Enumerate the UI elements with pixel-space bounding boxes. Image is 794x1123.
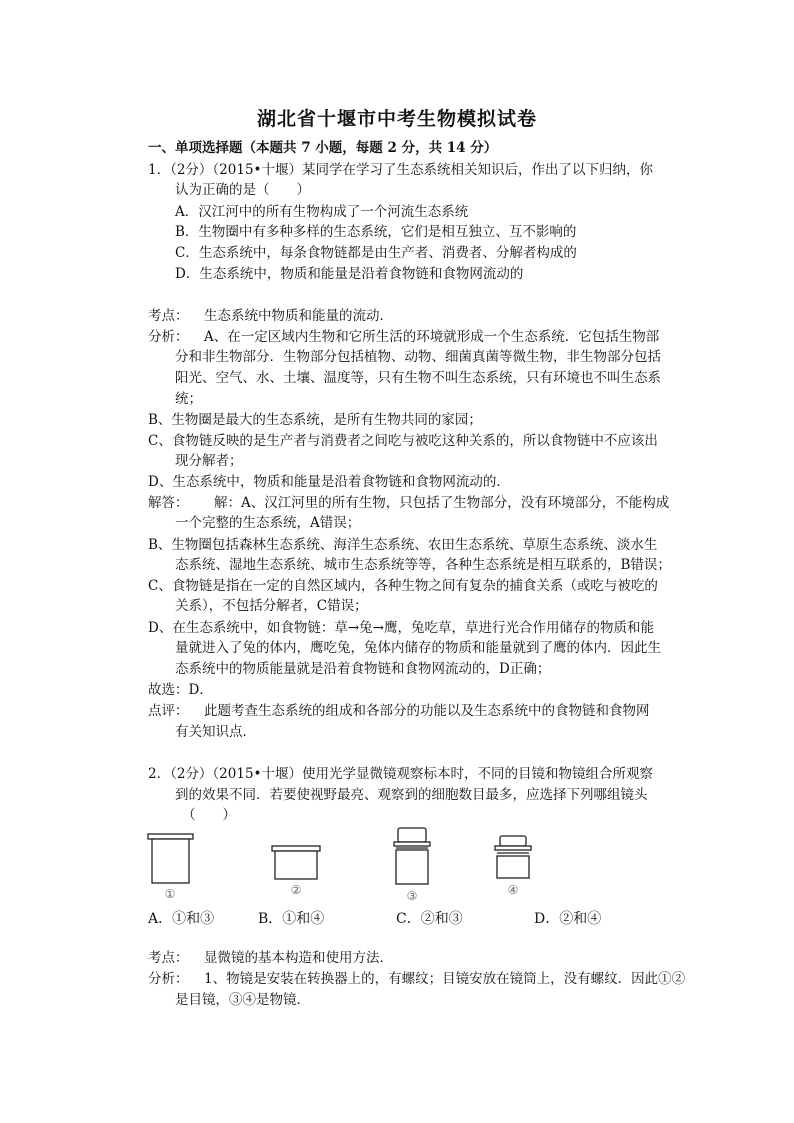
q1-option-d: D．生态系统中，物质和能量是沿着食物链和食物网流动的 (175, 266, 524, 282)
q1-fenxi-line-3: 阳光、空气、水、土壤、温度等，只有生物不叫生态系统，只有环境也不叫生态系 (175, 370, 661, 386)
dianping-text: 此题考查生态系统的组成和各部分的功能以及生态系统中的食物链和食物网 (204, 703, 650, 719)
q2-fenxi-line-2: 是目镜，③④是物镜． (175, 992, 310, 1008)
q1-fenxi-line-2: 分和非生物部分．生物部分包括植物、动物、细菌真菌等微生物，非生物部分包括 (175, 349, 661, 365)
q2-option-b: B．①和④ (258, 911, 325, 927)
q1-jieda-line-2: 一个完整的生态系统，A错误； (175, 515, 361, 531)
q1-fenxi-c-1: C、食物链反映的是生产者与消费者之间吃与被吃这种关系的，所以食物链中不应该出 (148, 433, 658, 449)
q2-kaodian (148, 948, 393, 968)
lens-4-label: ④ (507, 883, 519, 897)
q1-jieda-b-2: 态系统、湿地生态系统、城市生态系统等等，各种生态系统是相互联系的，B错误； (175, 557, 671, 573)
q2-option-c: C．②和③ (396, 911, 463, 927)
q1-option-a: A．汉江河中的所有生物构成了一个河流生态系统 (175, 204, 469, 220)
lens-2-eyepiece (272, 846, 320, 879)
lens-4-objective (495, 836, 531, 878)
q1-fenxi-line-4: 统； (175, 391, 202, 407)
q1-fenxi-d: D、生态系统中，物质和能量是沿着食物链和食物网流动的． (148, 474, 510, 490)
q1-fenxi-c-2: 现分解者； (175, 453, 243, 469)
q1-option-c: C．生态系统中，每条食物链都是由生产者、消费者、分解者构成的 (175, 245, 577, 261)
lens-figure (140, 826, 560, 902)
page-title: 湖北省十堰市中考生物模拟试卷 (256, 108, 537, 130)
q1-jieda-b-1: B、生物圈包括森林生态系统、海洋生态系统、农田生态系统、草原生态系统、淡水生 (148, 537, 658, 553)
q2-option-a: A．①和③ (148, 911, 215, 927)
section-heading: 一、单项选择题（本题共 7 小题，每题 2 分，共 14 分） (148, 140, 498, 156)
jieda-text: 解：A、汉江河里的所有生物，只包括了生物部分，没有环境部分，不能构成 (214, 495, 670, 511)
q1-kaodian (148, 306, 393, 326)
q1-jieda-d-3: 态系统中的物质能量就是沿着食物链和食物网流动的，D正确； (175, 661, 551, 677)
q1-option-b: B．生物圈中有多种多样的生态系统，它们是相互独立、互不影响的 (175, 224, 577, 240)
q2-stem-line-2: 到的效果不同．若要使视野最亮、观察到的细胞数目最多，应选择下列哪组镜头 (175, 787, 648, 803)
dianping-label: 点评： (148, 703, 189, 719)
lens-1-label: ① (164, 887, 176, 901)
lens-3-label: ③ (406, 889, 418, 902)
q2-options (148, 908, 648, 928)
q1-jieda-d-2: 量就进入了兔的体内，鹰吃兔，兔体内储存的物质和能量就到了鹰的体内．因此生 (175, 640, 661, 656)
q2-kaodian-label: 考点： (148, 950, 189, 966)
q2-fenxi-line-1 (148, 969, 685, 989)
q2-stem-line-3: （ ） (182, 807, 236, 823)
q1-answer: 故选：D． (148, 682, 213, 698)
q1-jieda-c-1: C、食物链是指在一定的自然区域内，各种生物之间有复杂的捕食关系（或吃与被吃的 (148, 578, 658, 594)
q2-stem-line-1: 2．（2分）（2015•十堰）使用光学显微镜观察标本时，不同的目镜和物镜组合所观察 (148, 766, 653, 782)
fenxi-label: 分析： (148, 329, 189, 345)
q2-kaodian-text: 显微镜的基本构造和使用方法． (204, 950, 393, 966)
q2-option-d: D．②和④ (534, 911, 602, 927)
lens-1-eyepiece (148, 834, 193, 883)
kaodian-label: 考点： (148, 308, 189, 324)
q1-stem-line-2: 认为正确的是（ ） (175, 182, 310, 198)
q1-fenxi-b: B、生物圈是最大的生态系统，是所有生物共同的家园； (148, 412, 482, 428)
q1-dianping-line-1 (148, 701, 650, 721)
lens-3-objective (394, 828, 430, 884)
kaodian-text: 生态系统中物质和能量的流动． (204, 308, 393, 324)
q1-jieda-c-2: 关系），不包括分解者，C错误； (175, 598, 368, 614)
q2-fenxi-text: 1、物镜是安装在转换器上的，有螺纹；目镜安放在镜筒上，没有螺纹．因此①② (204, 971, 686, 987)
q1-jieda-d-1: D、在生态系统中，如食物链：草→兔→鹰，兔吃草，草进行光合作用储存的物质和能 (148, 620, 654, 636)
jieda-label: 解答： (148, 495, 189, 511)
lens-2-label: ② (290, 883, 302, 897)
q1-fenxi-line-1 (148, 327, 659, 347)
fenxi-text: A、在一定区域内生物和它所生活的环境就形成一个生态系统．它包括生物部 (204, 329, 660, 345)
q1-jieda-line-1 (148, 493, 669, 513)
q2-fenxi-label: 分析： (148, 971, 189, 987)
q1-stem-line-1: 1．（2分）（2015•十堰）某同学在学习了生态系统相关知识后，作出了以下归纳，你 (148, 162, 653, 178)
q1-dianping-line-2: 有关知识点． (175, 724, 256, 740)
